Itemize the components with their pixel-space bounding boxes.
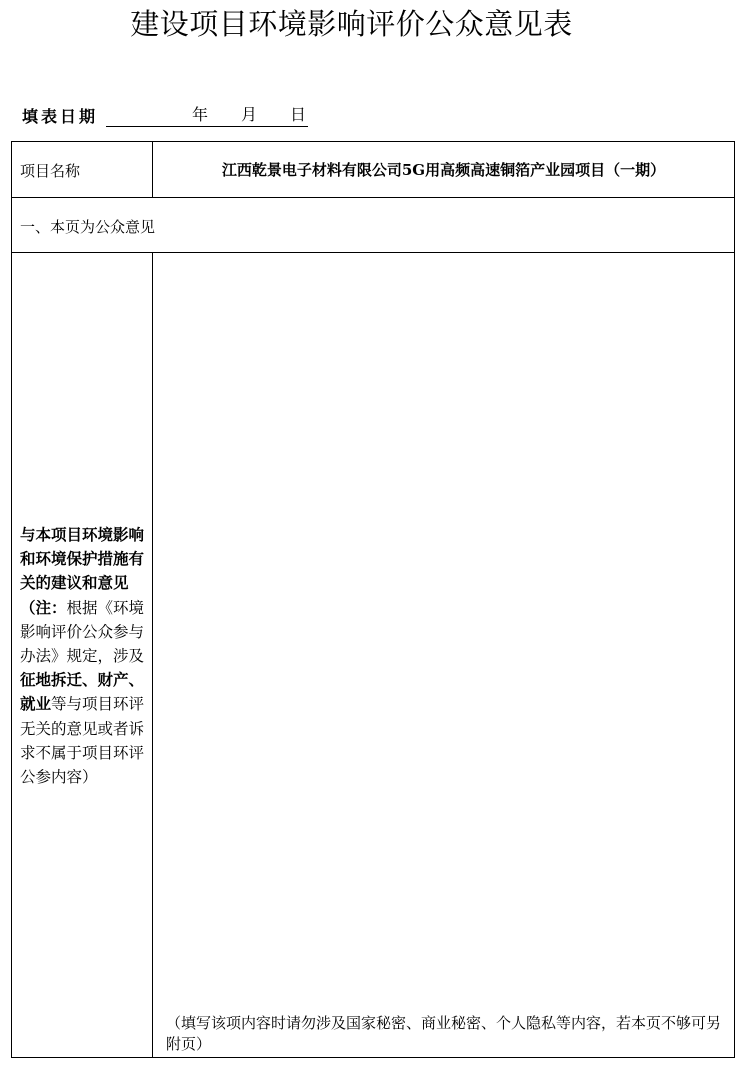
opinion-value-cell bbox=[153, 253, 734, 1057]
opinion-input-area[interactable] bbox=[153, 253, 734, 1057]
month-label: 月 bbox=[241, 105, 258, 124]
opinion-note-prefix: （注： bbox=[20, 597, 67, 617]
section-heading-row bbox=[12, 198, 734, 253]
project-name-label-cell bbox=[12, 142, 153, 197]
fill-date-row bbox=[22, 105, 308, 127]
form-title: 建设项目环境影响评价公众意见表 bbox=[130, 7, 573, 41]
public-opinion-table bbox=[11, 141, 735, 1058]
privacy-note: （填写该项内容时请勿涉及国家秘密、商业秘密、个人隐私等内容，若本页不够可另附页） bbox=[166, 1014, 722, 1053]
opinion-label-bold: 与本项目环境影响和环境保护措施有关的建议和意见 bbox=[20, 525, 145, 593]
opinion-label bbox=[20, 523, 146, 789]
section-heading: 一、本页为公众意见 bbox=[20, 218, 156, 236]
project-name-value-cell bbox=[153, 142, 734, 197]
opinion-note-text-end: 等与项目环评无关的意见或者诉求不属于项目环评公参内容） bbox=[20, 695, 145, 787]
opinion-note-excluded-items: 征地拆迁、财产、就业 bbox=[20, 670, 145, 714]
project-name-value: 江西乾景电子材料有限公司5G用高频高速铜箔产业园项目（一期） bbox=[221, 161, 666, 179]
opinion-note-text: 根据《环境影响评价公众参与办法》规定，涉及 bbox=[20, 598, 145, 666]
opinion-label-cell bbox=[12, 253, 153, 1057]
fill-date-label: 填表日期 bbox=[22, 107, 99, 126]
fill-date-field[interactable] bbox=[106, 104, 308, 127]
project-name-label: 项目名称 bbox=[20, 162, 81, 180]
project-name-row bbox=[12, 142, 734, 198]
day-label: 日 bbox=[290, 105, 307, 124]
year-label: 年 bbox=[192, 105, 209, 124]
opinion-row bbox=[12, 253, 734, 1057]
